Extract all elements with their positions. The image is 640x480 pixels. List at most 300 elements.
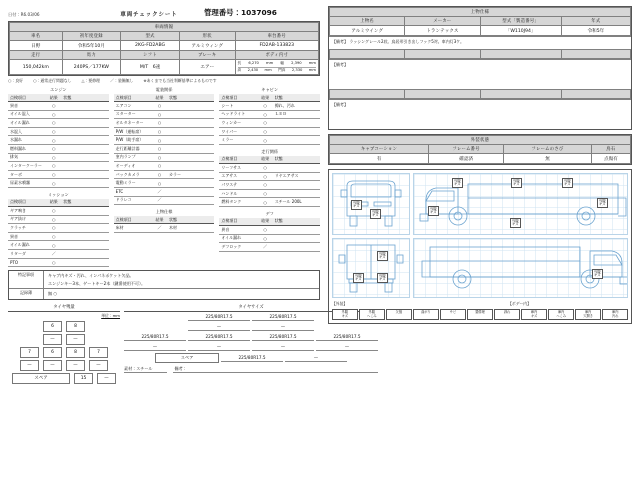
table-row (8, 153, 109, 162)
check-result-mark[interactable]: ／ (46, 249, 61, 258)
damage-legend-chip[interactable]: 曲がり (413, 309, 439, 320)
damage-tag-exterior-scratch[interactable]: 外観 キズ (353, 273, 364, 283)
check-sections (8, 87, 320, 267)
table-row (114, 153, 215, 162)
uwamono-blank-header-4 (561, 50, 630, 59)
check-state-text (61, 258, 108, 267)
table-row (219, 243, 320, 252)
check-result-mark[interactable]: ○ (152, 179, 167, 188)
tire-depth-block (8, 304, 120, 384)
th-state: 状態 (61, 94, 108, 102)
th-result: 結果 (152, 94, 167, 102)
uwamono-blank-header-5 (330, 90, 405, 99)
legend-item-2: △：要修理 (81, 78, 101, 83)
table-row (114, 170, 215, 179)
damage-tag-exterior-scratch[interactable]: 外観 キズ (370, 209, 381, 219)
table-row (114, 110, 215, 119)
table-row (8, 249, 109, 258)
check-result-mark[interactable]: ／ (152, 224, 167, 233)
diagram-side-left-view[interactable] (413, 173, 628, 235)
truck-side2-svg (414, 239, 628, 297)
check-state-text (61, 102, 108, 111)
th-item: 点検項目 (8, 94, 46, 102)
check-item-label: パワステ (219, 181, 257, 190)
depth-row-2 (43, 334, 85, 345)
th-result: 結果 (258, 156, 273, 164)
uwamono-value-maker: トランテックス (405, 26, 480, 36)
table-row (219, 189, 320, 198)
depth-row-3 (20, 347, 108, 358)
table-row (8, 206, 109, 215)
table-row (114, 187, 215, 196)
uwamono-section-title: 上物仕様 (155, 209, 173, 215)
issue-date: 日付：R6.03/06 (8, 12, 40, 17)
check-state-text (61, 110, 108, 119)
special-notes-text (44, 271, 319, 288)
diagram-front-view[interactable] (332, 173, 410, 235)
damage-legend-chip[interactable]: 外観 キズ (332, 309, 358, 320)
bikou-text-1: ラッシングレール2段。鳥居形引き出しフック5対。車内灯3ケ。 (349, 38, 465, 44)
damage-legend-chip[interactable]: サビ (440, 309, 466, 320)
table-row (8, 102, 109, 111)
dim-unit-1: mm (266, 61, 274, 65)
table-row (114, 144, 215, 153)
value-first-reg: 令和5年10月 (62, 41, 121, 51)
size-cell: 225/80R17.5 (188, 313, 250, 321)
check-state-text (167, 187, 214, 196)
check-result-mark[interactable]: ○ (46, 170, 61, 179)
record-book-label: 記録簿 (9, 289, 44, 299)
check-item-label: 電動ミラー (114, 179, 152, 188)
damage-tag-exterior-scratch[interactable]: 外観 キズ (562, 178, 573, 188)
table-row (114, 127, 215, 136)
mission-section-title: ミッション (47, 191, 69, 197)
dim-length-value: 6,270 (248, 61, 259, 65)
bikou-label-1: 【備考】 (332, 38, 348, 44)
table-row (8, 241, 109, 250)
value-mileage: 150,042km (10, 60, 63, 75)
depth-cell: — (43, 360, 62, 371)
depth-cell: 7 (20, 347, 39, 358)
check-result-mark[interactable]: ○ (152, 144, 167, 153)
check-state-text (273, 119, 320, 128)
th-item: 点検項目 (114, 94, 152, 102)
damage-legend-chip[interactable]: 欠損 (386, 309, 412, 320)
check-state-text (61, 224, 108, 233)
check-state-text: カラー (167, 170, 214, 179)
check-item-label: PTO (8, 258, 46, 267)
size-cell: 225/80R17.5 (252, 333, 314, 341)
check-state-text (167, 127, 214, 136)
check-item-label: リーフサス (219, 163, 257, 172)
check-item-label: ワイパー (219, 127, 257, 136)
check-state-text (61, 179, 108, 188)
check-column-1 (8, 87, 109, 267)
table-row (219, 102, 320, 111)
table-row (8, 144, 109, 153)
exterior-header-frame-rust: フレームのさび (504, 145, 591, 154)
check-result-mark[interactable]: ○ (258, 198, 273, 207)
size-spacer (124, 323, 186, 331)
col-header-shift: シフト (121, 51, 180, 60)
th-state: 状態 (61, 199, 108, 207)
table-row (219, 225, 320, 234)
damage-legend-chip[interactable]: 外観 へこみ (359, 309, 385, 320)
record-book-value: 無 ○ (48, 291, 57, 297)
check-state-text: ＬＥＤ (273, 110, 320, 119)
check-item-label: ウィンカー (219, 119, 257, 128)
dim-height-label: 高 (237, 68, 242, 72)
exterior-condition-table (328, 134, 632, 165)
col-header-first-reg: 初年度登録 (62, 32, 121, 41)
tire-depth-title: タイヤ残量 (8, 304, 120, 312)
mission-table (8, 199, 109, 267)
truck-front-svg (333, 174, 409, 234)
size-cell: — (188, 323, 250, 331)
check-state-text (167, 110, 214, 119)
th-item: 点検項目 (219, 156, 257, 164)
size-cell: — (188, 343, 250, 351)
check-result-mark[interactable]: ○ (258, 119, 273, 128)
running-table (219, 156, 320, 207)
check-result-mark[interactable]: ○ (258, 136, 273, 145)
uwamono-bikou-2 (329, 59, 631, 89)
col-header-brake: ブレーキ (179, 51, 235, 60)
check-state-text (61, 206, 108, 215)
table-row (114, 136, 215, 145)
check-result-mark[interactable]: ○ (258, 127, 273, 136)
damage-legend-chip[interactable]: 庫内 へこみ (548, 309, 574, 320)
damage-legend-chip[interactable]: 庫内 キズ (521, 309, 547, 320)
th-result: 結果 (258, 218, 273, 226)
depth-cell: — (66, 360, 85, 371)
check-result-mark[interactable]: ○ (46, 258, 61, 267)
uwamono-header-name: 上物名 (330, 17, 405, 26)
record-book-row (9, 289, 319, 299)
sheet-header (8, 6, 320, 18)
size-spare-label: スペア (155, 353, 219, 363)
th-result: 結果 (152, 216, 167, 224)
size-spare-extra: — (285, 354, 347, 362)
check-result-mark[interactable]: ○ (46, 206, 61, 215)
exterior-header-stone: 鳥石 (591, 145, 630, 154)
check-state-text (61, 144, 108, 153)
check-state-text (167, 179, 214, 188)
uwamono-bikou-1 (329, 36, 631, 49)
check-item-label: ハンドル (219, 189, 257, 198)
dim-door-label: 門高 (278, 68, 286, 72)
electrical-table (114, 94, 215, 205)
table-row (8, 110, 109, 119)
uwamono-spec-table (328, 6, 632, 130)
table-row (219, 119, 320, 128)
damage-tag-exterior-scratch[interactable]: 外観 キズ (377, 251, 388, 261)
check-result-mark[interactable]: ○ (258, 102, 273, 111)
check-state-text (61, 162, 108, 171)
check-state-text (273, 181, 320, 190)
table-row (114, 196, 215, 205)
size-cell: 225/80R17.5 (316, 333, 378, 341)
check-state-text (167, 162, 214, 171)
depth-spare-value: 15 (74, 373, 93, 384)
depth-spare-label: スペア (12, 373, 70, 384)
check-item-label: 走行距離計器 (114, 144, 152, 153)
dim-height-value: 2,430 (247, 68, 259, 72)
check-item-label: デフロック (219, 243, 257, 252)
depth-row-1 (43, 321, 85, 332)
th-state: 状態 (273, 218, 320, 226)
table-row (219, 234, 320, 243)
check-item-label: P/W（運転席） (114, 127, 152, 136)
col-header-mileage: 走行 (10, 51, 63, 60)
value-brake: エアー (179, 60, 235, 75)
table-row (8, 127, 109, 136)
check-item-label: 異音 (8, 102, 46, 111)
dim-unit-4: mm (308, 68, 316, 72)
size-cell: 225/80R17.5 (188, 333, 250, 341)
check-item-label: インタークーラー (8, 162, 46, 171)
col-header-body-dims: ボディ内寸 (235, 51, 318, 60)
damage-tag-exterior-scratch[interactable]: 外観 キズ (597, 198, 608, 208)
dim-unit-3: mm (264, 68, 272, 72)
th-item: 点検項目 (114, 216, 152, 224)
table-row (8, 224, 109, 233)
size-spacer (124, 313, 186, 321)
table-row (8, 215, 109, 224)
size-cell: — (252, 343, 314, 351)
damage-tag-exterior-scratch[interactable]: 外観 キズ (511, 178, 522, 188)
dim-length-label: 長 (237, 61, 242, 65)
mark-legend (8, 78, 320, 84)
check-item-label: 水漏れ (8, 136, 46, 145)
check-result-mark[interactable]: ○ (46, 232, 61, 241)
truck-rear-svg (333, 239, 409, 297)
uwamono-blank-header-1 (330, 50, 405, 59)
check-result-mark[interactable]: ○ (46, 179, 61, 188)
th-state: 状態 (273, 156, 320, 164)
uwamono-blank-header-3 (480, 50, 561, 59)
check-item-label: オイル漏れ (8, 119, 46, 128)
running-rows (219, 163, 320, 206)
check-item-label: オルタネーター (114, 119, 152, 128)
depth-cell: 6 (43, 321, 62, 332)
check-item-label: オイル漏れ (8, 241, 46, 250)
col-header-shape: 形状 (179, 32, 235, 41)
th-state: 状態 (273, 94, 320, 102)
check-result-mark[interactable]: ○ (46, 102, 61, 111)
damage-legend-chip[interactable]: 庫内 穴開き (575, 309, 601, 320)
damage-legend-chip[interactable]: 要修理 (467, 309, 493, 320)
check-item-label: 尿素水噴霧 (8, 179, 46, 188)
depth-spare-row (12, 373, 116, 384)
value-name: 日野 (10, 41, 63, 51)
check-item-label: クラッチ (8, 224, 46, 233)
table-row (8, 119, 109, 128)
th-item: 点検項目 (8, 199, 46, 207)
check-result-mark[interactable]: ○ (46, 110, 61, 119)
check-result-mark[interactable]: ○ (152, 102, 167, 111)
depth-cell: — (66, 334, 85, 345)
check-result-mark[interactable]: ○ (46, 224, 61, 233)
table-row (219, 198, 320, 207)
mission-rows (8, 206, 109, 266)
check-result-mark[interactable]: ○ (152, 110, 167, 119)
check-result-mark[interactable]: ○ (258, 234, 273, 243)
check-result-mark[interactable]: ○ (46, 241, 61, 250)
size-cell: 225/80R17.5 (124, 333, 186, 341)
table-row (219, 181, 320, 190)
check-result-mark[interactable]: ○ (258, 163, 273, 172)
check-state-text (167, 153, 214, 162)
table-row (8, 258, 109, 267)
exterior-value-frame-rust: 無 (504, 154, 591, 164)
th-item: 点検項目 (219, 94, 257, 102)
check-result-mark[interactable]: ○ (46, 144, 61, 153)
bikou-label-2: 【備考】 (332, 61, 348, 67)
check-result-mark[interactable]: ○ (258, 189, 273, 198)
diagram-side-right-view[interactable] (413, 238, 628, 298)
check-state-text (61, 119, 108, 128)
table-row (219, 110, 320, 119)
damage-legend-chip[interactable]: 庫内 汚れ (602, 309, 628, 320)
check-state-text (273, 189, 320, 198)
legend-item-4: ※あくまでも当社判断基準によるものです (143, 78, 217, 83)
check-state-text (273, 136, 320, 145)
electrical-section-title: 電装関係 (155, 87, 173, 92)
check-item-label: ヘッドライト (219, 110, 257, 119)
bikou-label-3: 【備考】 (332, 101, 348, 107)
check-result-mark[interactable]: ／ (258, 243, 273, 252)
special-notes-row (9, 271, 319, 289)
damage-diagram-area (328, 169, 632, 324)
check-item-label: オーディオ (114, 162, 152, 171)
check-state-text (61, 249, 108, 258)
damage-legend-chips (332, 309, 628, 320)
th-item: 点検項目 (219, 218, 257, 226)
diff-section-title: デフ (265, 210, 274, 216)
check-result-mark[interactable]: ○ (258, 225, 273, 234)
table-row (8, 179, 109, 188)
check-result-mark[interactable]: ／ (152, 187, 167, 196)
check-state-text (167, 196, 214, 205)
check-result-mark[interactable]: ○ (152, 127, 167, 136)
check-column-3 (219, 87, 320, 267)
tire-material-label: 素材：スチール (124, 366, 167, 373)
check-result-mark[interactable]: ○ (46, 215, 61, 224)
uwamono-header-model: 型式「製造番号」 (480, 17, 561, 26)
value-chassis: FD2AB-133823 (235, 41, 318, 51)
uwamono-spec-title: 上物仕様 (330, 8, 631, 17)
check-state-text: 木材 (167, 224, 214, 233)
table-row (219, 136, 320, 145)
check-item-label: 室内ランプ (114, 153, 152, 162)
page-title: 車両チェックシート (120, 12, 178, 18)
uwamono-table (114, 216, 215, 233)
damage-tag-exterior-scratch[interactable]: 外観 キズ (452, 178, 463, 188)
value-model: 2KG-FD2ABG (121, 41, 180, 51)
check-result-mark[interactable]: ○ (46, 136, 61, 145)
damage-tag-exterior-scratch[interactable]: 外観 キズ (592, 269, 603, 279)
check-state-text (273, 225, 320, 234)
tire-size-title: タイヤサイズ (124, 304, 378, 312)
check-result-mark[interactable]: ○ (46, 119, 61, 128)
check-result-mark[interactable]: ○ (258, 181, 273, 190)
damage-tag-exterior-scratch[interactable]: 外観 キズ (428, 206, 439, 216)
check-state-text (61, 153, 108, 162)
value-body-dims (235, 60, 318, 75)
cabin-table (219, 94, 320, 145)
special-notes-line-2: エンジンキー3本、ゲートキー2本（鍵番使用不可）。 (48, 280, 146, 286)
uwamono-bikou-3 (329, 99, 631, 129)
dim-door-value: 2,330 (291, 68, 303, 72)
check-result-mark[interactable]: ○ (152, 170, 167, 179)
check-result-mark[interactable]: ○ (152, 153, 167, 162)
diff-rows (219, 225, 320, 251)
th-result: 結果 (46, 94, 61, 102)
damage-legend-chip[interactable]: 剥れ (494, 309, 520, 320)
check-item-label: 床材 (114, 224, 152, 233)
check-item-label: エアサス (219, 172, 257, 181)
management-number: 管理番号：1037096 (204, 8, 277, 17)
check-state-text (61, 136, 108, 145)
damage-tag-exterior-scratch[interactable]: 外観 キズ (377, 273, 388, 283)
check-result-mark[interactable]: ○ (152, 162, 167, 171)
check-result-mark[interactable]: ○ (152, 119, 167, 128)
table-row (114, 179, 215, 188)
col-header-power: 馬力 (62, 51, 121, 60)
tire-remark-label: 備考： (173, 366, 379, 373)
exterior-value-stone: 点傷有 (591, 154, 630, 164)
size-cell: — (316, 343, 378, 351)
check-state-text (273, 127, 320, 136)
table-row (114, 224, 215, 233)
engine-section-title: エンジン (50, 87, 67, 92)
check-result-mark[interactable]: ○ (46, 127, 61, 136)
check-item-label: 水混入 (8, 127, 46, 136)
check-item-label: ミラー (219, 136, 257, 145)
check-result-mark[interactable]: ○ (152, 136, 167, 145)
depth-row-4 (20, 360, 108, 371)
diagram-rear-view[interactable] (332, 238, 410, 298)
table-row (8, 170, 109, 179)
check-result-mark[interactable]: ○ (46, 162, 61, 171)
damage-tag-exterior-scratch[interactable]: 外観 キズ (351, 200, 362, 210)
size-cell: — (124, 343, 186, 351)
uwamono-value-name: アルミウイング (330, 26, 405, 36)
uwamono-rows (114, 224, 215, 233)
exterior-value-caution: 有 (330, 154, 429, 164)
uwamono-value-year: 令和5年 (561, 26, 630, 36)
check-result-mark[interactable]: ／ (152, 196, 167, 205)
check-item-label: シート (219, 102, 257, 111)
exterior-title: 外装状態 (330, 136, 631, 145)
check-item-label: ターボ (8, 170, 46, 179)
check-result-mark[interactable]: ○ (46, 153, 61, 162)
table-row (8, 136, 109, 145)
check-item-label: オイル混入 (8, 110, 46, 119)
size-spare-value: 225/80R17.5 (221, 354, 283, 362)
table-row (8, 232, 109, 241)
legend-item-0: ○：良好 (8, 78, 24, 83)
check-result-mark[interactable]: ○ (258, 172, 273, 181)
check-item-label: ギア抜け (8, 215, 46, 224)
check-result-mark[interactable]: ○ (258, 110, 273, 119)
col-header-name: 車名 (10, 32, 63, 41)
engine-table (8, 94, 109, 188)
th-result: 結果 (46, 199, 61, 207)
running-section-title: 走行関係 (261, 148, 279, 154)
damage-tag-exterior-scratch[interactable]: 外観 キズ (510, 218, 521, 228)
